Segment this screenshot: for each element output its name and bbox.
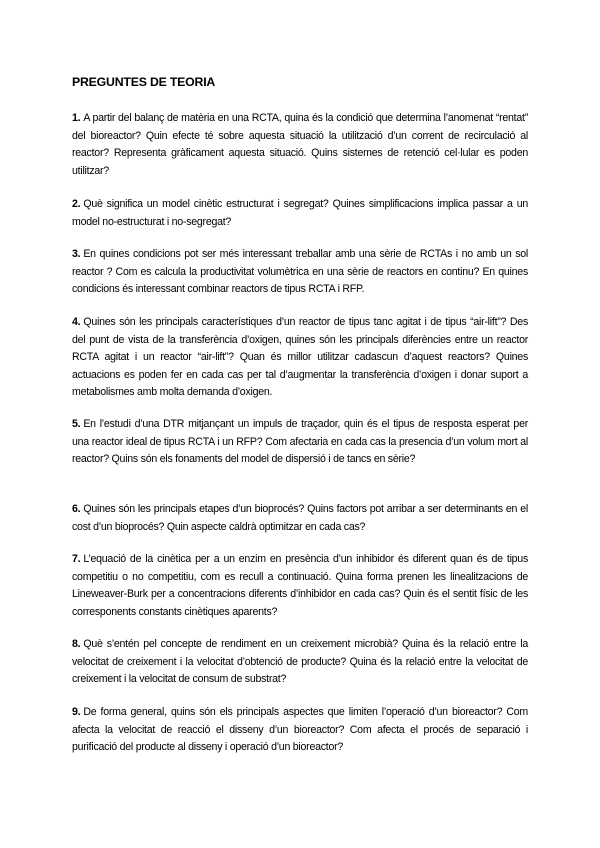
question-number: 9. <box>72 706 81 718</box>
question-7 <box>72 551 528 621</box>
question-text: En quines condicions pot ser més interessant treballar amb una sèrie de RCTAs i no amb un sol reactor ? Com es calcula la productivitat volumètrica en una sèrie de reactors en continu? En quines condicions és interessant combinar reactors de tipus RCTA i RFP. <box>72 248 528 296</box>
question-9 <box>72 704 528 757</box>
question-text: Què significa un model cinètic estructurat i segregat? Quines simplificacions implica passar a un model no-estructurat i no-segregat? <box>72 198 528 228</box>
question-number: 4. <box>72 316 81 328</box>
question-text: Quines són les principals etapes d’un bioprocés? Quins factors pot arribar a ser determinants en el cost d’un bioprocés? Quin aspecte caldrà optimitzar en cada cas? <box>72 503 528 533</box>
question-number: 5. <box>72 418 81 430</box>
question-number: 7. <box>72 553 81 565</box>
question-3 <box>72 246 528 299</box>
question-1 <box>72 110 528 180</box>
document-page <box>72 0 528 848</box>
question-text: L’equació de la cinètica per a un enzim en presència d’un inhibidor és diferent quan és de tipus competitiu o no competitiu, com es recull a continuació. Quina forma prenen les linealitzacions de Lineweaver-Burk per a concentracions diferents d’inhibidor en cada cas? Quin és el sentit físic de les corresponents constants cinètiques aparents? <box>72 553 528 618</box>
question-text: A partir del balanç de matèria en una RCTA, quina és la condició que determina l’anomenat “rentat” del bioreactor? Quin efecte té sobre aquesta situació la utilització d’un corrent de recirculació al reactor? Representa gràficament aquesta situació. Quins sistemes de retenció cel·lular es poden utilitzar? <box>72 112 528 177</box>
question-text: Què s’entén pel concepte de rendiment en un creixement microbià? Quina és la relació entre la velocitat de creixement i la velocitat d’obtenció de producte? Quina és la relació entre la velocitat de creixement i la velocitat de consum de substrat? <box>72 638 528 686</box>
question-5 <box>72 416 528 469</box>
question-text: En l’estudi d’una DTR mitjançant un impuls de traçador, quin és el tipus de resposta esperat per una reactor ideal de tipus RCTA i un RFP? Com afectaria en cada cas la presencia d’un volum mort al reactor? Quins són els fonaments del model de dispersió i de tancs en sèrie? <box>72 418 528 466</box>
question-number: 3. <box>72 248 81 260</box>
question-2 <box>72 196 528 231</box>
question-4 <box>72 314 528 402</box>
question-number: 6. <box>72 503 81 515</box>
page-title: PREGUNTES DE TEORIA <box>72 75 216 89</box>
question-6 <box>72 501 528 536</box>
question-number: 8. <box>72 638 81 650</box>
question-8 <box>72 636 528 689</box>
question-number: 1. <box>72 112 81 124</box>
question-number: 2. <box>72 198 81 210</box>
question-text: Quines són les principals característiques d’un reactor de tipus tanc agitat i de tipus “air-lift”? Des del punt de vista de la transferència d’oxigen, quines són les principals diferències entre un reactor RCTA agitat i un reactor “air-lift”? Quan és millor utilitzar cadascun d’aquest reactors? Quines actuacions es poden fer en cada cas per tal d’augmentar la transferència d’oxigen i donar suport a metabolismes amb molta demanda d’oxigen. <box>72 316 528 399</box>
question-text: De forma general, quins són els principals aspectes que limiten l’operació d’un bioreactor? Com afecta la velocitat de reacció el disseny d’un bioreactor? Com afecta el procés de separació i purificació del producte al disseny i operació d’un bioreactor? <box>72 706 528 754</box>
